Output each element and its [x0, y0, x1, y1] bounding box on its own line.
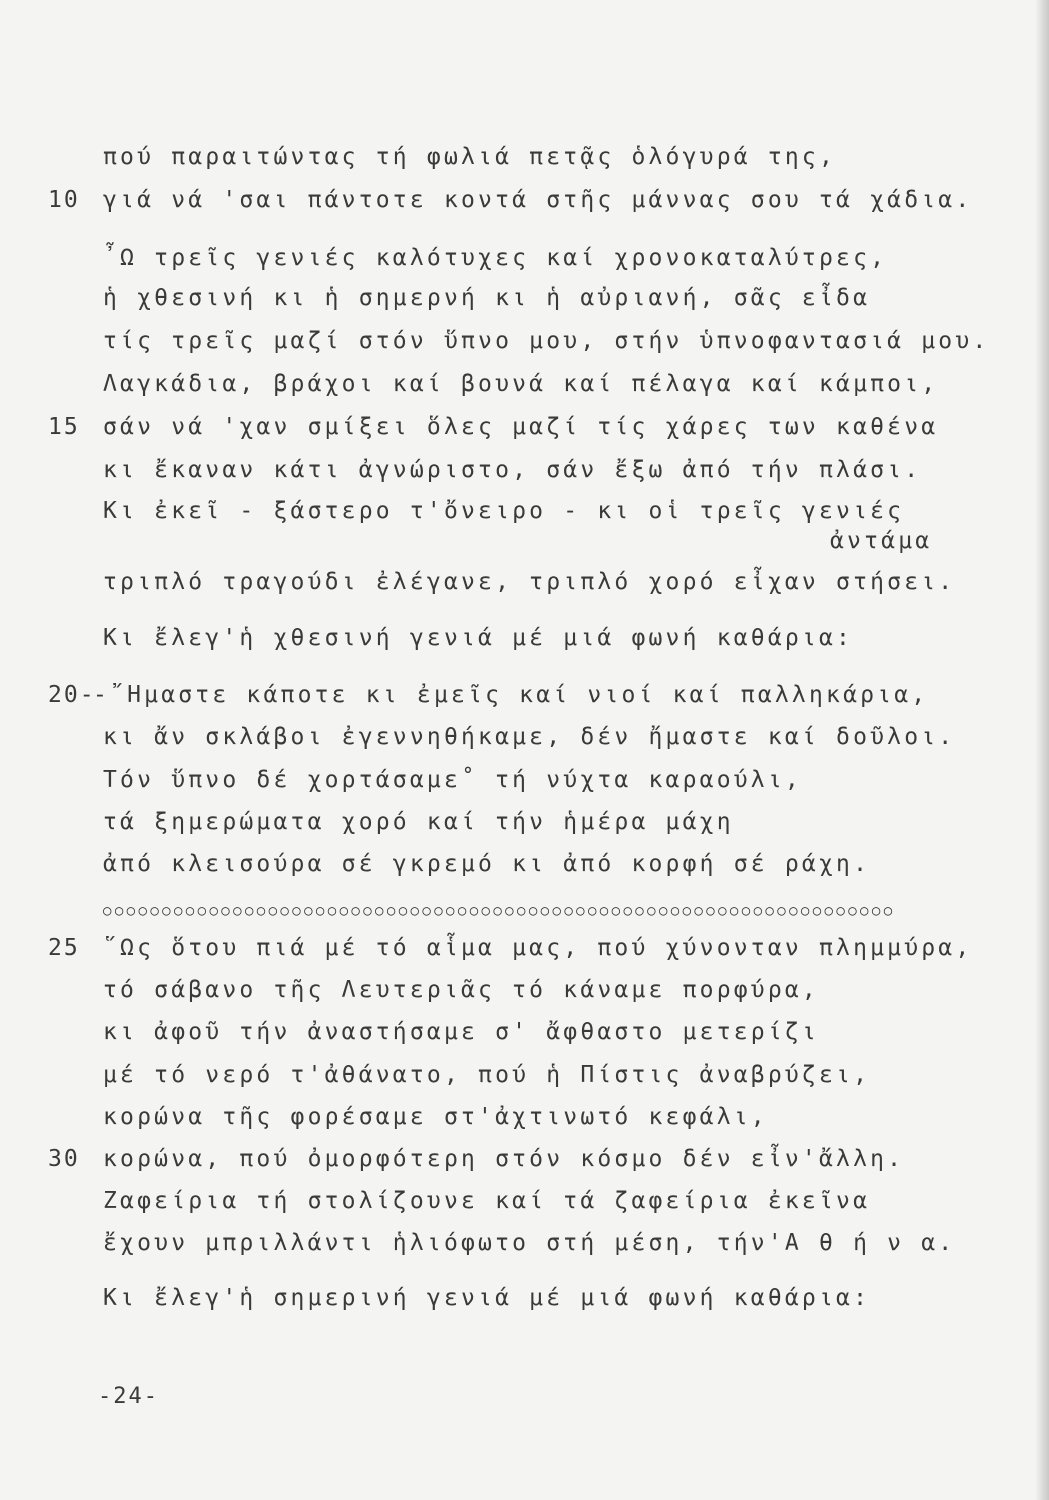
dotted-separator: ○○○○○○○○○○○○○○○○○○○○○○○○○○○○○○○○○○○○○○○○○○○○○○○○○○○○○○○○○○○○○○○○○○○: [103, 903, 896, 919]
poem-line: τίς τρεῖς μαζί στόν ὕπνο μου, στήν ὑπνοφαντασιά μου.: [103, 328, 990, 354]
poem-line: κι ἀφοῦ τήν ἀναστήσαμε σ' ἄφθαστο μετερίζι: [103, 1019, 819, 1045]
poem-line: ἡ χθεσινή κι ἡ σημερνή κι ἡ αὐριανή, σᾶς εἶδα: [103, 285, 871, 311]
poem-line: Τόν ὕπνο δέ χορτάσαμε˚ τή νύχτα καραούλι,: [103, 767, 802, 793]
line-number: 15: [48, 414, 80, 440]
poem-line: τριπλό τραγούδι ἐλέγανε, τριπλό χορό εἶχαν στήσει.: [103, 569, 956, 595]
poem-line: ῏Ω τρεῖς γενιές καλότυχες καί χρονοκαταλύτρες,: [103, 245, 888, 271]
poem-line: Κι ἐκεῖ - ξάστερο τ'ὄνειρο - κι οἱ τρεῖς γενιές: [103, 498, 905, 524]
poem-line: γιά νά 'σαι πάντοτε κοντά στῆς μάννας σου τά χάδια.: [103, 187, 973, 213]
poem-line: κορώνα, πού ὀμορφότερη στόν κόσμο δέν εἶν'ἄλλη.: [103, 1146, 905, 1172]
poem-line: κι ἄν σκλάβοι ἐγεννηθήκαμε, δέν ἤμαστε καί δοῦλοι.: [103, 724, 956, 750]
poem-line: μέ τό νερό τ'ἀθάνατο, πού ἡ Πίστις ἀναβρύζει,: [103, 1062, 871, 1088]
line-number: 10: [48, 187, 80, 213]
poem-line: σάν νά 'χαν σμίξει ὅλες μαζί τίς χάρες των καθένα: [103, 414, 939, 440]
poem-line: Κι ἔλεγ'ἡ χθεσινή γενιά μέ μιά φωνή καθάρια:: [103, 625, 854, 651]
poem-line: Ζαφείρια τή στολίζουνε καί τά ζαφείρια ἐκεῖνα: [103, 1188, 871, 1214]
poem-line: τό σάβανο τῆς Λευτεριᾶς τό κάναμε πορφύρα,: [103, 977, 819, 1003]
poem-line: ἔχουν μπριλλάντι ἡλιόφωτο στή μέση, τήν'Α θ ή ν α.: [103, 1230, 956, 1256]
poem-line: κορώνα τῆς φορέσαμε στ'ἀχτινωτό κεφάλι,: [103, 1104, 768, 1130]
poem-line: ἀντάμα: [830, 528, 933, 554]
poem-line: ῞Ως ὅτου πιά μέ τό αἷμα μας, πού χύνονταν πλημμύρα,: [103, 935, 973, 961]
line-number: 25: [48, 935, 80, 961]
poem-line: -῎Ημαστε κάποτε κι ἐμεῖς καί νιοί καί παλληκάρια,: [93, 682, 929, 708]
page-number: -24-: [98, 1384, 159, 1409]
poem-line: τά ξημερώματα χορό καί τήν ἡμέρα μάχη: [103, 809, 734, 835]
page-edge-shadow: [1035, 0, 1049, 1500]
poem-line: κι ἔκαναν κάτι ἀγνώριστο, σάν ἔξω ἀπό τήν πλάσι.: [103, 457, 922, 483]
line-number: 20-: [48, 682, 96, 708]
poem-line: Λαγκάδια, βράχοι καί βουνά καί πέλαγα καί κάμποι,: [103, 371, 939, 397]
poem-line: Κι ἔλεγ'ἡ σημερινή γενιά μέ μιά φωνή καθάρια:: [103, 1285, 871, 1311]
poem-line: πού παραιτώντας τή φωλιά πετᾷς ὁλόγυρά της,: [103, 144, 837, 170]
line-number: 30: [48, 1146, 80, 1172]
poem-line: ἀπό κλεισούρα σέ γκρεμό κι ἀπό κορφή σέ ράχη.: [103, 851, 871, 877]
